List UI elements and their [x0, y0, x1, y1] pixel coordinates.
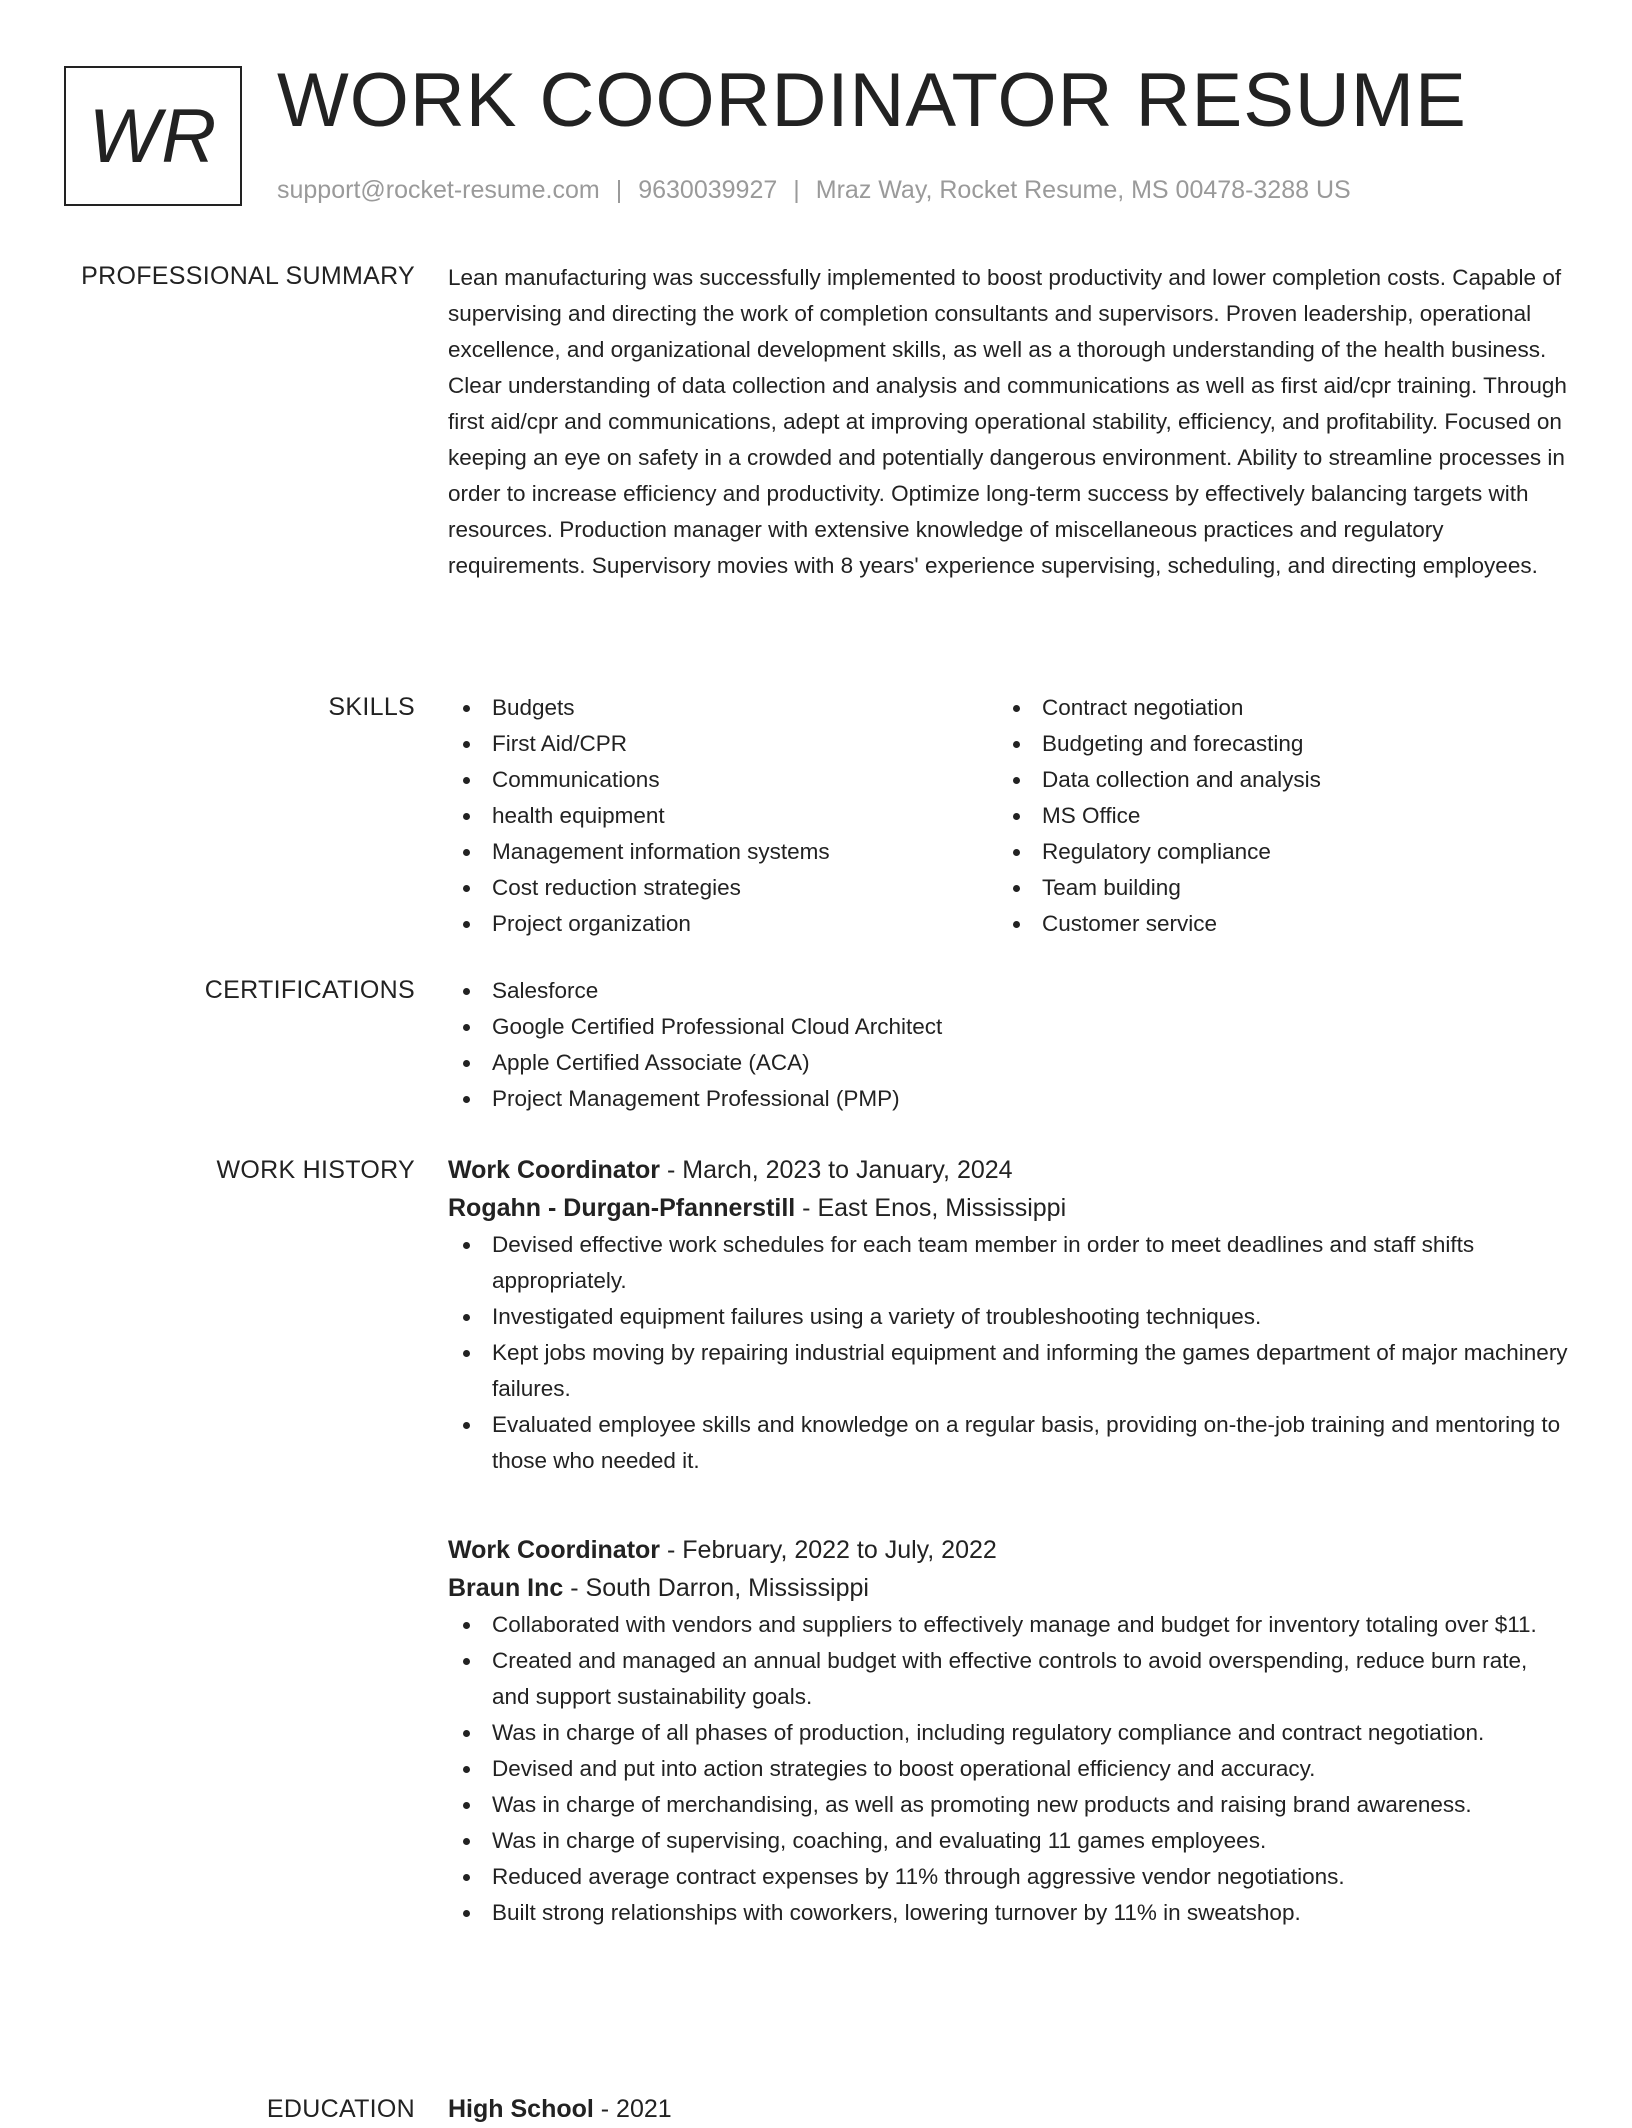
skill-item: Management information systems	[448, 834, 988, 870]
skill-item: health equipment	[448, 798, 988, 834]
skill-item: Project organization	[448, 906, 988, 942]
education-entry	[448, 2090, 1568, 2128]
job-bullet-item: Was in charge of all phases of production, including regulatory compliance and contract negotiation.	[448, 1715, 1568, 1751]
job-bullet-item: Built strong relationships with coworkers, lowering turnover by 11% in sweatshop.	[448, 1895, 1568, 1931]
job-company-line	[448, 1189, 1568, 1227]
job-title: Work Coordinator	[448, 1156, 661, 1184]
certifications-block	[448, 973, 1568, 1117]
certifications-list	[448, 973, 1568, 1117]
skills-right-column	[998, 690, 1538, 942]
job-bullet-item: Created and managed an annual budget with effective controls to avoid overspending, reduce burn rate, and support sustainability goals.	[448, 1643, 1568, 1715]
job-title-line	[448, 1531, 1568, 1569]
education-degree: High School	[448, 2095, 594, 2123]
education-line	[448, 2090, 1568, 2128]
skills-left-column	[448, 690, 988, 942]
certification-item: Project Management Professional (PMP)	[448, 1081, 1568, 1117]
skill-item: Team building	[998, 870, 1538, 906]
skill-item: Cost reduction strategies	[448, 870, 988, 906]
job-bullet-item: Evaluated employee skills and knowledge on a regular basis, providing on-the-job training and mentoring to those who needed it.	[448, 1407, 1568, 1479]
skill-item: Budgeting and forecasting	[998, 726, 1538, 762]
skill-item: Data collection and analysis	[998, 762, 1538, 798]
contact-address: Mraz Way, Rocket Resume, MS 00478-3288 US	[815, 176, 1351, 204]
skill-item: First Aid/CPR	[448, 726, 988, 762]
section-label-summary: PROFESSIONAL SUMMARY	[81, 262, 415, 290]
section-label-education: EDUCATION	[266, 2095, 415, 2123]
job-location: - South Darron, Mississippi	[563, 1574, 869, 1602]
contact-separator: |	[793, 176, 800, 204]
skill-item: Regulatory compliance	[998, 834, 1538, 870]
job-dates: - March, 2023 to January, 2024	[660, 1156, 1013, 1184]
contact-separator: |	[615, 176, 623, 204]
certification-item: Apple Certified Associate (ACA)	[448, 1045, 1568, 1081]
resume-title: WORK COORDINATOR RESUME	[277, 58, 1467, 143]
skills-right-list	[998, 690, 1538, 942]
job-title: Work Coordinator	[448, 1536, 661, 1564]
job-dates: - February, 2022 to July, 2022	[660, 1536, 997, 1564]
job-title-line	[448, 1151, 1568, 1189]
job-bullet-item: Kept jobs moving by repairing industrial equipment and informing the games department of major machinery failures.	[448, 1335, 1568, 1407]
skill-item: Budgets	[448, 690, 988, 726]
skill-item: MS Office	[998, 798, 1538, 834]
contact-email: support@rocket-resume.com	[277, 176, 600, 204]
section-label-skills: SKILLS	[328, 693, 415, 721]
job-bullet-item: Was in charge of merchandising, as well as promoting new products and raising brand awareness.	[448, 1787, 1568, 1823]
job-entry-1	[448, 1151, 1568, 1479]
job-bullet-item: Collaborated with vendors and suppliers to effectively manage and budget for inventory totaling over $11.	[448, 1607, 1568, 1643]
job-bullets	[448, 1227, 1568, 1479]
monogram-logo: WR	[64, 66, 242, 206]
summary-text: Lean manufacturing was successfully implemented to boost productivity and lower completion costs. Capable of supervising and directing the work of completion consultants and supervisors. Proven leadership, operational excellence, and organizational development skills, as well as a thorough understanding of the health business. Clear understanding of data collection and analysis and communications as well as first aid/cpr training. Through first aid/cpr and communications, adept at improving operational stability, efficiency, and profitability. Focused on keeping an eye on safety in a crowded and potentially dangerous environment. Ability to streamline processes in order to increase efficiency and productivity. Optimize long-term success by effectively balancing targets with resources. Production manager with extensive knowledge of miscellaneous practices and regulatory requirements. Supervisory movies with 8 years' experience supervising, scheduling, and directing employees.	[448, 265, 1567, 578]
skill-item: Communications	[448, 762, 988, 798]
job-company: Braun Inc	[448, 1574, 564, 1602]
job-entry-2	[448, 1531, 1568, 1931]
job-company-line	[448, 1569, 1568, 1607]
job-bullet-item: Devised and put into action strategies to boost operational efficiency and accuracy.	[448, 1751, 1568, 1787]
job-company: Rogahn - Durgan-Pfannerstill	[448, 1194, 796, 1222]
job-bullet-item: Devised effective work schedules for each team member in order to meet deadlines and staff shifts appropriately.	[448, 1227, 1568, 1299]
skill-item: Customer service	[998, 906, 1538, 942]
skill-item: Contract negotiation	[998, 690, 1538, 726]
skills-left-list	[448, 690, 988, 942]
job-bullets	[448, 1607, 1568, 1931]
section-label-certifications: CERTIFICATIONS	[204, 976, 415, 1004]
section-label-work-history: WORK HISTORY	[216, 1156, 415, 1184]
job-bullet-item: Was in charge of supervising, coaching, and evaluating 11 games employees.	[448, 1823, 1568, 1859]
contact-line	[277, 174, 1351, 206]
job-bullet-item: Investigated equipment failures using a variety of troubleshooting techniques.	[448, 1299, 1568, 1335]
contact-phone: 9630039927	[638, 176, 778, 204]
certification-item: Google Certified Professional Cloud Architect	[448, 1009, 1568, 1045]
job-location: - East Enos, Mississippi	[795, 1194, 1067, 1222]
job-bullet-item: Reduced average contract expenses by 11% through aggressive vendor negotiations.	[448, 1859, 1568, 1895]
certification-item: Salesforce	[448, 973, 1568, 1009]
education-year: - 2021	[593, 2095, 672, 2123]
